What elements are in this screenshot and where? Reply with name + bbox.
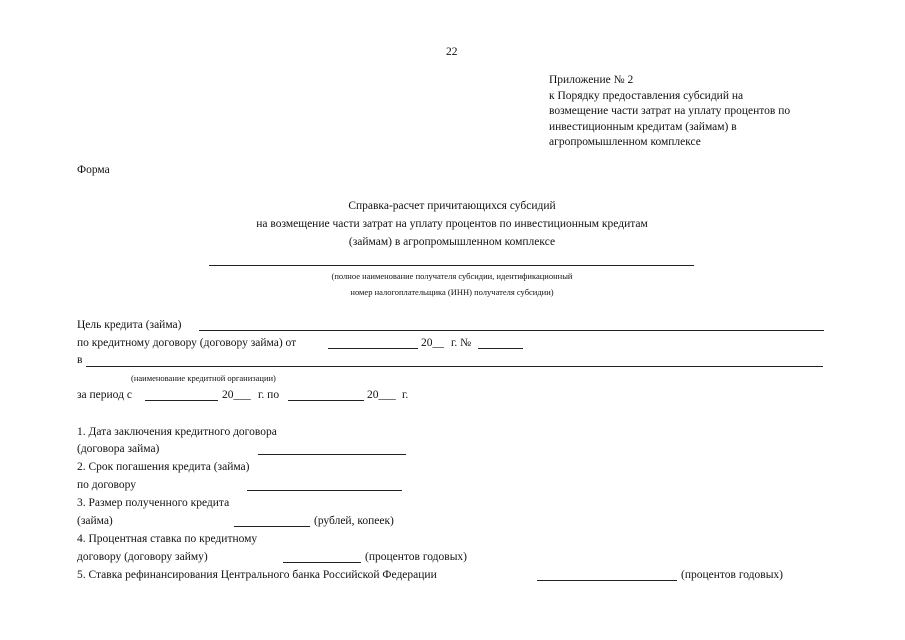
appendix-title: Приложение № 2 xyxy=(549,74,634,86)
bank-in-label: в xyxy=(77,354,83,366)
period-to-year: 20___ xyxy=(367,389,396,401)
item4-field[interactable] xyxy=(283,562,361,563)
contract-number-field[interactable] xyxy=(478,348,523,349)
item3-field[interactable] xyxy=(234,526,310,527)
item4-unit: (процентов годовых) xyxy=(365,551,468,563)
purpose-field[interactable] xyxy=(199,330,824,331)
appendix-block xyxy=(549,73,839,151)
heading-line-3: (займам) в агропромышленном комплексе xyxy=(348,236,556,248)
item4-line2: договору (договору займу) xyxy=(77,551,208,563)
appendix-line-1: к Порядку предоставления субсидий на xyxy=(549,89,744,102)
item5-unit: (процентов годовых) xyxy=(681,569,784,581)
period-from-field[interactable] xyxy=(145,400,218,401)
contract-number-label: г. № xyxy=(451,337,472,349)
recipient-hint-1: (полное наименование получателя субсидии, идентификационный xyxy=(331,271,573,281)
item1-field[interactable] xyxy=(258,454,406,455)
heading-line-1: Справка-расчет причитающихся субсидий xyxy=(348,200,556,212)
item3-line1: 3. Размер полученного кредита xyxy=(77,497,230,509)
item2-line2: по договору xyxy=(77,479,137,491)
heading-line-2: на возмещение части затрат на уплату процентов по инвестиционным кредитам xyxy=(256,218,648,230)
item3-line2: (займа) xyxy=(77,515,113,527)
item5-line1: 5. Ставка рефинансирования Центрального банка Российской Федерации xyxy=(77,569,437,581)
recipient-hint-2: номер налогоплательщика (ИНН) получателя субсидии) xyxy=(350,287,554,297)
contract-label: по кредитному договору (договору займа) от xyxy=(77,337,297,349)
period-to-label: г. по xyxy=(258,389,280,401)
item4-line1: 4. Процентная ставка по кредитному xyxy=(77,533,258,545)
appendix-line-2: возмещение части затрат на уплату процентов по xyxy=(549,105,791,117)
appendix-line-3: инвестиционным кредитам (займам) в xyxy=(549,120,737,133)
bank-name-field[interactable] xyxy=(86,366,823,367)
page-number: 22 xyxy=(446,46,458,58)
appendix-line-4: агропромышленном комплексе xyxy=(549,136,701,148)
form-label: Форма xyxy=(77,164,110,176)
period-end-label: г. xyxy=(402,389,409,401)
item5-field[interactable] xyxy=(537,580,677,581)
purpose-label: Цель кредита (займа) xyxy=(77,319,182,331)
item2-field[interactable] xyxy=(247,490,402,491)
recipient-name-line[interactable] xyxy=(209,265,694,266)
contract-date-field[interactable] xyxy=(328,348,418,349)
item1-line2: (договора займа) xyxy=(77,443,160,455)
item2-line1: 2. Срок погашения кредита (займа) xyxy=(77,461,250,473)
period-from-label: за период с xyxy=(77,389,132,401)
contract-year: 20__ xyxy=(421,337,444,349)
period-from-year: 20___ xyxy=(222,389,251,401)
bank-hint: (наименование кредитной организации) xyxy=(131,373,276,383)
item3-unit: (рублей, копеек) xyxy=(314,515,394,527)
period-to-field[interactable] xyxy=(288,400,364,401)
item1-line1: 1. Дата заключения кредитного договора xyxy=(77,426,277,438)
